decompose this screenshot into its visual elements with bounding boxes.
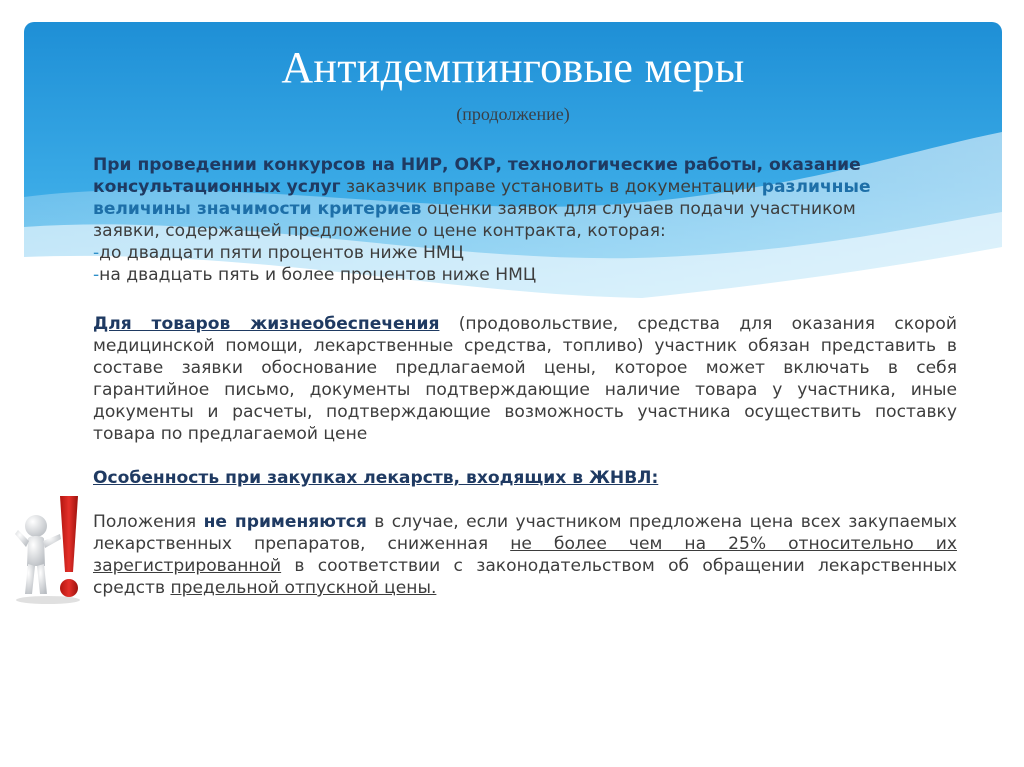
criteria-highlight: величины значимости критериев: [93, 199, 422, 219]
bullet-dash: -: [93, 243, 100, 263]
consulting-bold-text: консультационных услуг: [93, 177, 341, 197]
paragraph-tenders: [93, 154, 957, 286]
drugs-heading: Особенность при закупках лекарств, входящих в ЖНВЛ:: [93, 468, 659, 488]
bullet-item-text: на двадцать пять и более процентов ниже НМЦ: [99, 265, 537, 285]
rule-bold: не применяются: [203, 512, 367, 532]
bullet-item-text: до двадцати пяти процентов ниже НМЦ: [99, 243, 464, 263]
bullet-item-1: [93, 242, 957, 264]
essential-goods-text: (продовольствие, средства для оказания скорой медицинской помощи, лекарственные средства, топливо) участник обязан представить в составе заявки обоснование предлагаемой цены, которое может включать в себя гарантийное письмо, документы подтверждающие наличие товара у участника, иные документы и расчеты, подтверждающие возможность участника осуществить поставку товара по предлагаемой цене: [93, 314, 957, 444]
exclamation-figure-icon: [10, 494, 90, 606]
tenders-bold-text: При проведении конкурсов на НИР, ОКР, технологические работы, оказание: [93, 155, 861, 175]
tenders-text-2: оценки заявок для случаев подачи участником: [421, 199, 856, 219]
different-highlight: различные: [761, 177, 871, 197]
tenders-text-1: заказчик вправе установить в документации: [340, 177, 762, 197]
bullet-dash: -: [93, 265, 100, 285]
rule-text-2: в случае, если участником предложена цена всех закупаемых лекарственных препаратов, сниженная: [93, 512, 957, 554]
tenders-text-3: заявки, содержащей предложение о цене контракта, которая:: [93, 221, 666, 241]
paragraph-essential-goods: [93, 313, 957, 445]
rule-text-1: Положения: [93, 512, 204, 532]
rule-text-3: в соответствии с законодательством об обращении лекарственных средств: [93, 556, 957, 598]
person-with-exclamation-icon: [10, 494, 90, 606]
rule-underlined-2: предельной отпускной цены.: [170, 578, 437, 598]
slide-subtitle: (продолжение): [456, 104, 570, 124]
rule-underlined-1: не более чем на 25% относительно их зарегистрированной: [93, 534, 957, 576]
paragraph-drugs-rule: [93, 511, 957, 599]
paragraph-drugs-heading: [93, 467, 957, 489]
essential-goods-heading: Для товаров жизнеобеспечения: [93, 314, 440, 334]
bullet-item-2: [93, 264, 957, 286]
slide-title: Антидемпинговые меры: [281, 43, 745, 92]
